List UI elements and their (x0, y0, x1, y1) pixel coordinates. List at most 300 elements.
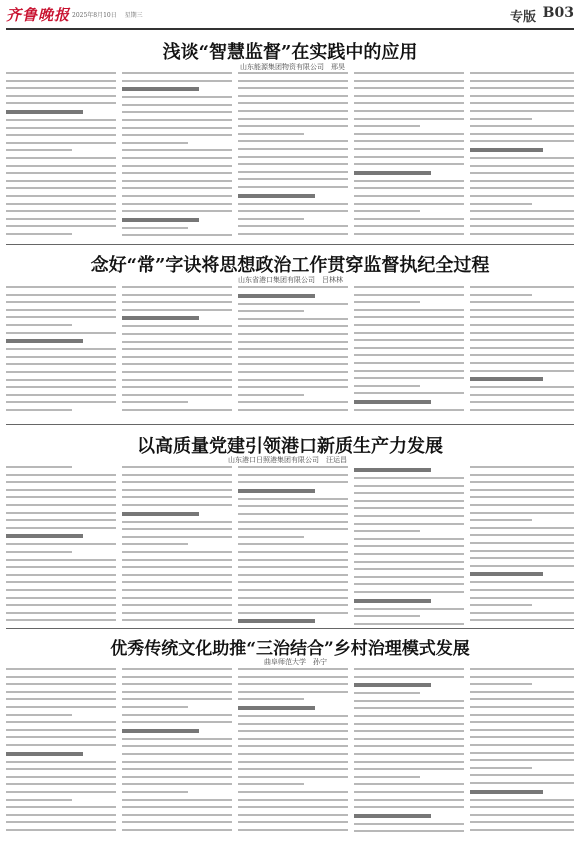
body-text-line (122, 481, 232, 483)
article-1-col-3 (238, 72, 348, 240)
body-text-line (354, 377, 464, 379)
body-text-line (122, 566, 232, 568)
body-text-line (6, 768, 116, 770)
body-text-line (6, 210, 116, 212)
body-text-line (238, 829, 348, 831)
body-text-line (354, 294, 464, 296)
body-text-line (354, 110, 464, 112)
body-text-line (238, 110, 348, 112)
body-text-line (6, 729, 116, 731)
article-2-col-1 (6, 286, 116, 420)
body-text-line (122, 409, 232, 411)
article-3-col-3 (238, 466, 348, 626)
body-text-line (6, 527, 116, 529)
body-text-line (470, 301, 574, 303)
body-text-line (238, 814, 348, 816)
body-text-line (354, 530, 420, 532)
body-text-line (238, 394, 304, 396)
body-text-line (122, 597, 232, 599)
body-text-line (122, 821, 232, 823)
body-text-line (6, 87, 116, 89)
body-text-line (238, 783, 304, 785)
subheading-line (238, 294, 315, 298)
body-text-line (6, 95, 116, 97)
body-text-line (6, 165, 116, 167)
body-text-line (354, 707, 464, 709)
body-text-line (122, 379, 232, 381)
body-text-line (238, 348, 348, 350)
body-text-line (238, 87, 348, 89)
body-text-line (470, 72, 574, 74)
body-text-line (354, 125, 420, 127)
body-text-line (6, 233, 72, 235)
body-text-line (354, 492, 464, 494)
body-text-line (238, 738, 348, 740)
body-text-line (354, 776, 420, 778)
body-text-line (354, 87, 464, 89)
body-text-line (470, 767, 532, 769)
body-text-line (122, 210, 232, 212)
body-text-line (238, 806, 348, 808)
body-text-line (470, 140, 574, 142)
body-text-line (470, 110, 574, 112)
body-text-line (238, 604, 348, 606)
body-text-line (122, 753, 232, 755)
article-divider-3 (6, 628, 574, 629)
body-text-line (238, 676, 348, 678)
body-text-line (122, 543, 188, 545)
body-text-line (354, 218, 464, 220)
body-text-line (354, 118, 464, 120)
body-text-line (238, 102, 348, 104)
article-2-col-2 (122, 286, 232, 420)
body-text-line (354, 370, 464, 372)
body-text-line (6, 698, 116, 700)
body-text-line (6, 149, 72, 151)
body-text-line (470, 233, 574, 235)
body-text-line (470, 218, 574, 220)
body-text-line (6, 504, 116, 506)
body-text-line (238, 303, 348, 305)
body-text-line (122, 745, 232, 747)
body-text-line (238, 186, 348, 188)
body-text-line (6, 799, 72, 801)
body-text-line (238, 325, 348, 327)
body-text-line (238, 543, 348, 545)
body-text-line (238, 371, 348, 373)
body-text-line (354, 576, 464, 578)
body-text-line (238, 133, 304, 135)
body-text-line (354, 608, 464, 610)
body-text-line (122, 559, 232, 561)
body-text-line (6, 401, 116, 403)
body-text-line (354, 791, 464, 793)
body-text-line (238, 318, 348, 320)
body-text-line (470, 814, 574, 816)
body-text-line (238, 589, 348, 591)
body-text-line (470, 347, 574, 349)
body-text-line (122, 96, 232, 98)
body-text-line (6, 134, 116, 136)
article-divider-1 (6, 244, 574, 245)
article-4-col-2 (122, 668, 232, 838)
body-text-line (6, 474, 116, 476)
body-text-line (238, 218, 304, 220)
body-text-line (238, 363, 348, 365)
body-text-line (6, 543, 116, 545)
body-text-line (6, 714, 72, 716)
body-text-line (238, 148, 348, 150)
body-text-line (354, 148, 464, 150)
body-text-line (122, 612, 232, 614)
body-text-line (470, 829, 574, 831)
body-text-line (122, 234, 232, 236)
body-text-line (470, 370, 574, 372)
body-text-line (238, 178, 348, 180)
body-text-line (6, 363, 116, 365)
subheading-line (470, 148, 543, 152)
article-4-col-1 (6, 668, 116, 838)
body-text-line (354, 692, 420, 694)
body-text-line (6, 316, 116, 318)
body-text-line (470, 195, 574, 197)
body-text-line (238, 715, 348, 717)
body-text-line (6, 394, 116, 396)
body-text-line (122, 768, 232, 770)
article-1-col-2 (122, 72, 232, 240)
body-text-line (6, 218, 116, 220)
body-text-line (6, 371, 116, 373)
body-text-line (6, 294, 116, 296)
subheading-line (6, 752, 83, 756)
body-text-line (6, 736, 116, 738)
body-text-line (122, 401, 188, 403)
body-text-line (6, 172, 116, 174)
body-text-line (238, 498, 348, 500)
body-text-line (122, 581, 232, 583)
body-text-line (122, 294, 232, 296)
body-text-line (470, 332, 574, 334)
body-text-line (238, 559, 348, 561)
body-text-line (122, 363, 232, 365)
body-text-line (470, 95, 574, 97)
body-text-line (122, 791, 188, 793)
body-text-line (354, 500, 464, 502)
body-text-line (470, 542, 574, 544)
article-divider-2 (6, 424, 574, 425)
body-text-line (6, 721, 116, 723)
body-text-line (354, 286, 464, 288)
article-2-col-4 (354, 286, 464, 420)
body-text-line (6, 301, 116, 303)
masthead (0, 0, 580, 28)
page-number: B03 (542, 5, 574, 21)
body-text-line (6, 203, 116, 205)
article-4-col-5 (470, 668, 574, 838)
body-text-line (238, 597, 348, 599)
body-text-line (470, 821, 574, 823)
body-text-line (6, 195, 116, 197)
body-text-line (470, 157, 574, 159)
body-text-line (354, 730, 464, 732)
body-text-line (238, 210, 348, 212)
body-text-line (354, 210, 420, 212)
body-text-line (470, 102, 574, 104)
body-text-line (122, 698, 232, 700)
body-text-line (122, 203, 232, 205)
body-text-line (122, 127, 232, 129)
subheading-line (354, 171, 431, 175)
body-text-line (6, 324, 72, 326)
body-text-line (6, 706, 116, 708)
body-text-line (238, 566, 348, 568)
body-text-line (470, 210, 574, 212)
body-text-line (470, 203, 532, 205)
body-text-line (354, 485, 464, 487)
article-4-col-4 (354, 668, 464, 838)
body-text-line (470, 736, 574, 738)
body-text-line (238, 668, 348, 670)
body-text-line (354, 80, 464, 82)
body-text-line (122, 142, 188, 144)
body-text-line (122, 341, 232, 343)
body-text-line (354, 309, 464, 311)
body-text-line (470, 309, 574, 311)
subheading-line (6, 534, 83, 538)
body-text-line (122, 348, 232, 350)
article-3-title: 以高质量党建引领港口新质生产力发展 (137, 436, 443, 457)
body-text-line (122, 721, 232, 723)
body-text-line (122, 111, 232, 113)
body-text-line (238, 140, 348, 142)
article-1-title: 浅谈“智慧监督”在实践中的应用 (162, 42, 418, 63)
body-text-line (470, 744, 574, 746)
body-text-line (470, 125, 574, 127)
body-text-line (470, 80, 574, 82)
article-2-byline: 山东省港口集团有限公司 吕林林 (238, 276, 343, 284)
body-text-line (354, 545, 464, 547)
body-text-line (6, 574, 116, 576)
body-text-line (354, 806, 464, 808)
body-text-line (122, 195, 232, 197)
body-text-line (6, 332, 116, 334)
body-text-line (470, 527, 574, 529)
body-text-line (470, 316, 574, 318)
body-text-line (6, 597, 116, 599)
body-text-line (6, 102, 116, 104)
body-text-line (6, 821, 116, 823)
body-text-line (354, 583, 464, 585)
body-text-line (238, 768, 348, 770)
body-text-line (354, 72, 464, 74)
body-text-line (6, 829, 116, 831)
body-text-line (470, 759, 574, 761)
body-text-line (354, 830, 464, 832)
body-text-line (6, 225, 116, 227)
body-text-line (354, 324, 464, 326)
subheading-line (238, 194, 315, 198)
body-text-line (122, 149, 232, 151)
body-text-line (354, 799, 464, 801)
body-text-line (354, 409, 464, 411)
body-text-line (6, 127, 116, 129)
body-text-line (6, 676, 116, 678)
body-text-line (354, 591, 464, 593)
body-text-line (354, 140, 464, 142)
body-text-line (470, 409, 574, 411)
body-text-line (238, 536, 304, 538)
body-text-line (238, 745, 348, 747)
body-text-line (470, 581, 574, 583)
body-text-line (470, 668, 574, 670)
body-text-line (470, 683, 532, 685)
body-text-line (354, 700, 464, 702)
body-text-line (122, 551, 232, 553)
body-text-line (470, 676, 574, 678)
body-text-line (238, 80, 348, 82)
body-text-line (122, 806, 232, 808)
article-4-byline: 曲阜师范大学 孙宁 (264, 658, 327, 666)
body-text-line (122, 180, 232, 182)
body-text-line (470, 752, 574, 754)
body-text-line (354, 225, 464, 227)
body-text-line (122, 528, 232, 530)
body-text-line (238, 505, 348, 507)
body-text-line (122, 309, 232, 311)
body-text-line (6, 566, 116, 568)
body-text-line (122, 761, 232, 763)
body-text-line (6, 806, 116, 808)
body-text-line (6, 551, 72, 553)
body-text-line (6, 683, 116, 685)
body-text-line (6, 466, 72, 468)
body-text-line (6, 783, 116, 785)
article-1-byline: 山东能源集团物资有限公司 邢昊 (240, 63, 345, 71)
body-text-line (354, 347, 464, 349)
body-text-line (238, 171, 348, 173)
body-text-line (470, 187, 574, 189)
body-text-line (238, 333, 348, 335)
body-text-line (470, 612, 574, 614)
article-1-col-1 (6, 72, 116, 240)
body-text-line (6, 581, 116, 583)
body-text-line (238, 528, 348, 530)
body-text-line (238, 356, 348, 358)
subheading-line (354, 599, 431, 603)
body-text-line (122, 738, 232, 740)
body-text-line (470, 604, 532, 606)
body-text-line (470, 504, 574, 506)
body-text-line (122, 604, 232, 606)
body-text-line (238, 72, 348, 74)
body-text-line (354, 102, 464, 104)
body-text-line (238, 481, 348, 483)
body-text-line (238, 163, 348, 165)
body-text-line (470, 691, 574, 693)
body-text-line (354, 316, 464, 318)
body-text-line (470, 496, 574, 498)
body-text-line (354, 745, 464, 747)
body-text-line (354, 354, 464, 356)
body-text-line (470, 721, 574, 723)
subheading-line (354, 683, 431, 687)
body-text-line (470, 362, 574, 364)
body-text-line (354, 623, 464, 625)
article-3-byline: 山东港口日照港集团有限公司 汪运昌 (228, 456, 347, 464)
body-text-line (470, 597, 574, 599)
body-text-line (122, 119, 232, 121)
body-text-line (238, 691, 348, 693)
body-text-line (238, 203, 348, 205)
body-text-line (354, 195, 464, 197)
body-text-line (470, 489, 574, 491)
body-text-line (470, 589, 574, 591)
body-text-line (238, 125, 348, 127)
body-text-line (122, 814, 232, 816)
body-text-line (238, 821, 348, 823)
body-text-line (6, 481, 116, 483)
body-text-line (470, 286, 574, 288)
body-text-line (122, 776, 232, 778)
body-text-line (122, 521, 232, 523)
body-text-line (354, 676, 464, 678)
body-text-line (122, 714, 232, 716)
body-text-line (238, 698, 304, 700)
body-text-line (122, 574, 232, 576)
issue-meta (72, 10, 149, 19)
body-text-line (470, 557, 574, 559)
body-text-line (6, 744, 116, 746)
body-text-line (354, 332, 464, 334)
body-text-line (354, 738, 464, 740)
issue-weekday: 星期三 (124, 12, 143, 19)
article-3-col-1 (6, 466, 116, 626)
issue-date: 2025年8月10日 (72, 12, 117, 19)
body-text-line (354, 385, 420, 387)
body-text-line (6, 776, 116, 778)
article-2-col-5 (470, 286, 574, 420)
article-4-title: 优秀传统文化助推“三治结合”乡村治理模式发展 (110, 639, 470, 659)
body-text-line (238, 776, 348, 778)
body-text-line (470, 394, 574, 396)
body-text-line (122, 301, 232, 303)
body-text-line (6, 814, 116, 816)
masthead-rule (6, 28, 574, 30)
body-text-line (6, 519, 116, 521)
body-text-line (122, 325, 232, 327)
body-text-line (470, 806, 574, 808)
body-text-line (122, 227, 188, 229)
body-text-line (122, 676, 232, 678)
body-text-line (354, 233, 464, 235)
body-text-line (470, 799, 574, 801)
body-text-line (238, 466, 348, 468)
body-text-line (6, 668, 116, 670)
body-text-line (470, 534, 574, 536)
body-text-line (6, 142, 116, 144)
body-text-line (238, 521, 348, 523)
body-text-line (470, 565, 574, 567)
body-text-line (122, 172, 232, 174)
body-text-line (238, 683, 348, 685)
body-text-line (122, 619, 232, 621)
body-text-line (238, 723, 348, 725)
subheading-line (354, 400, 431, 404)
body-text-line (238, 225, 348, 227)
body-text-line (354, 95, 464, 97)
article-1-col-5 (470, 72, 574, 240)
body-text-line (354, 768, 464, 770)
